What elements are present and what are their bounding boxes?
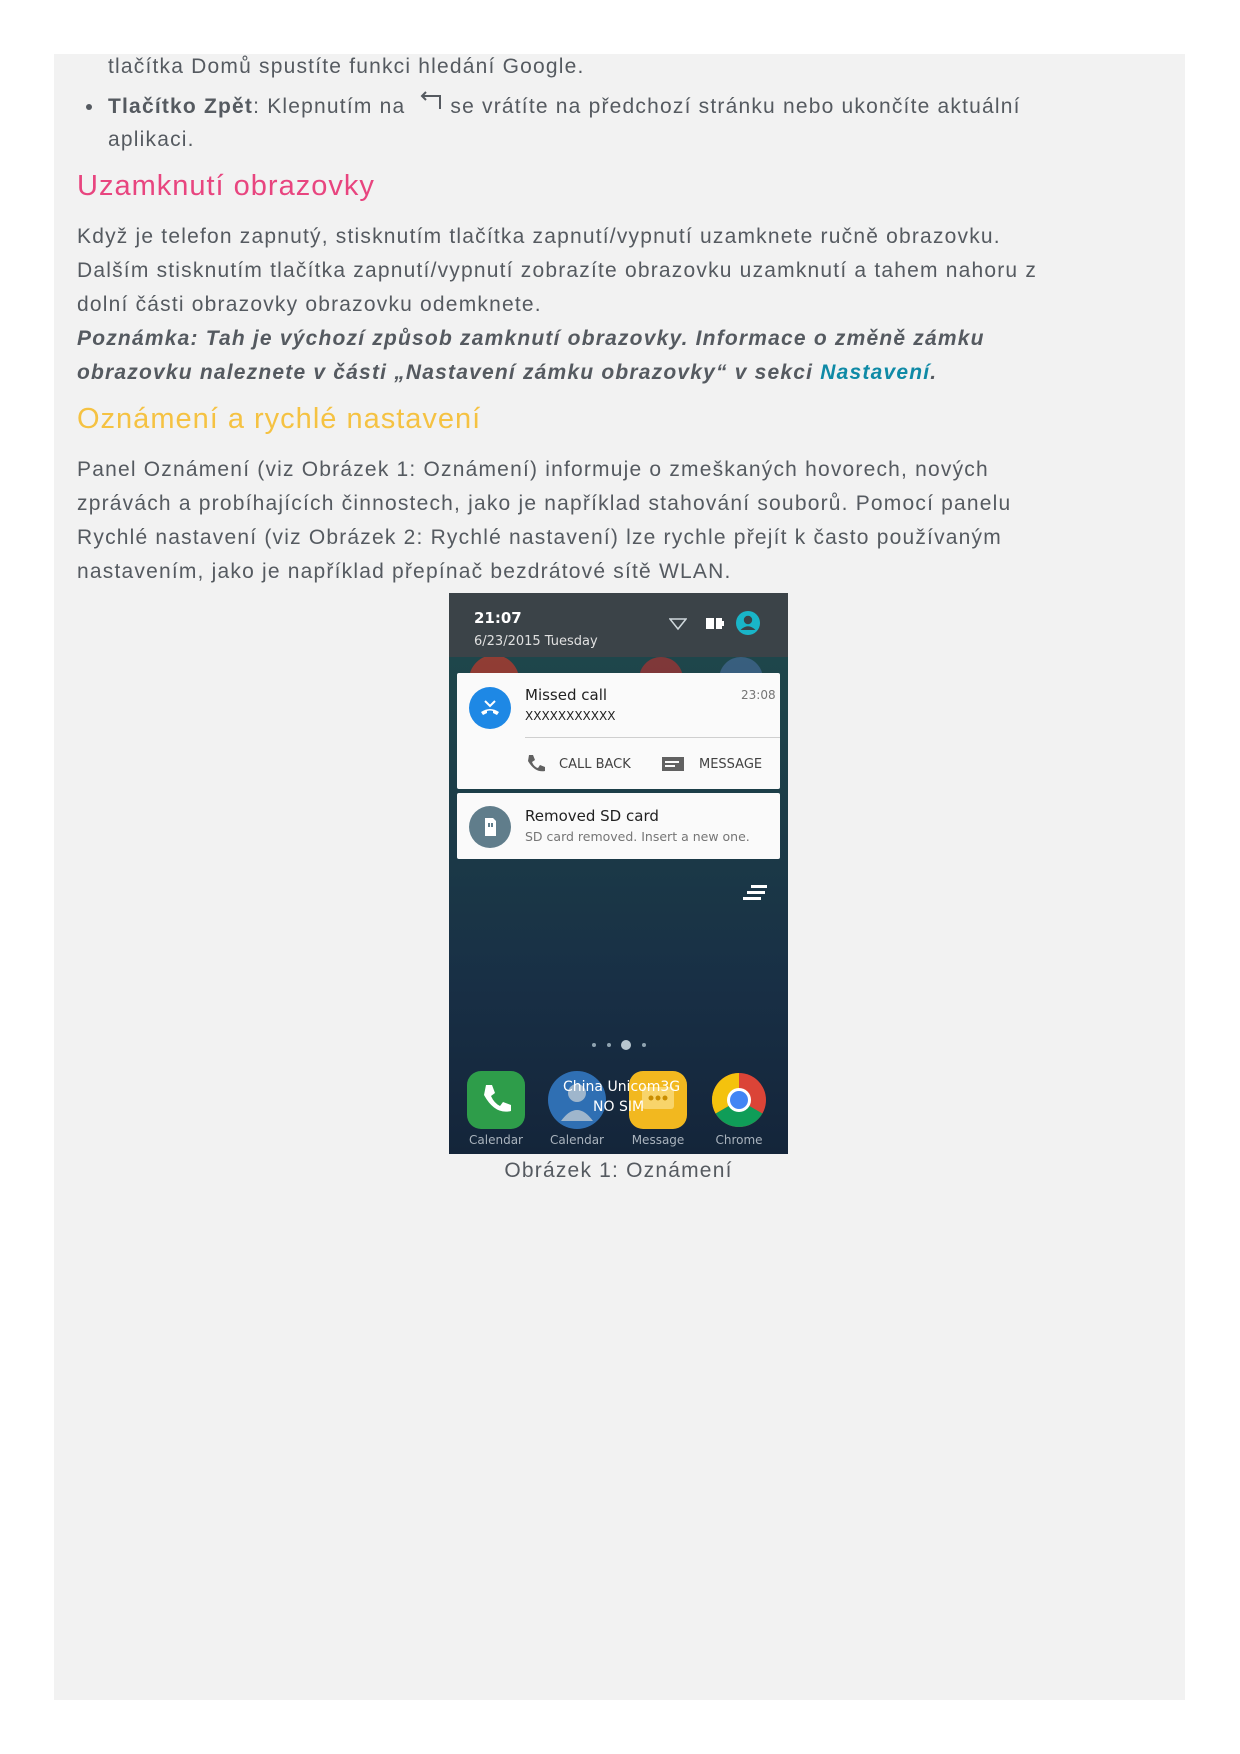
lock-paragraph-2: Dalším stisknutím tlačítka zapnutí/vypnutí zobrazíte obrazovku uzamknutí a tahem nahoru z [77, 259, 1038, 282]
figure-caption: Obrázek 1: Oznámení [504, 1159, 733, 1182]
page-dot [607, 1043, 611, 1047]
sd-card-icon [469, 806, 511, 848]
lock-paragraph-1: Když je telefon zapnutý, stisknutím tlačítka zapnutí/vypnutí uzamknete ručně obrazovku. [77, 225, 1001, 248]
notify-paragraph-3: Rychlé nastavení (viz Obrázek 2: Rychlé nastavení) lze rychle přejít k často používaným [77, 526, 1002, 549]
carrier-label: China Unicom3G [563, 1079, 681, 1095]
missed-call-icon [469, 687, 511, 729]
dock-label: Calendar [469, 1133, 523, 1147]
phone-handset-icon [467, 1071, 525, 1129]
phone-app-icon[interactable] [467, 1071, 525, 1129]
bullet [86, 104, 92, 110]
back-button-paragraph [108, 89, 1021, 124]
chrome-app-icon[interactable] [710, 1071, 768, 1129]
divider [525, 737, 780, 738]
sd-card-title: Removed SD card [525, 807, 659, 825]
page-dot [642, 1043, 646, 1047]
message-label: MESSAGE [699, 757, 763, 772]
missed-call-title: Missed call [525, 686, 608, 704]
note-end: . [930, 361, 938, 384]
back-arrow-icon [418, 89, 444, 115]
phone-icon [525, 753, 547, 775]
note-line-1: Poznámka: Tah je výchozí způsob zamknutí obrazovky. Informace o změně zámku [77, 327, 985, 350]
battery-icon [705, 616, 725, 632]
note-line-2 [77, 356, 937, 390]
wifi-icon [669, 617, 687, 631]
page-dot-active [621, 1040, 631, 1050]
dock-label: Chrome [715, 1133, 763, 1147]
dock-label: Calendar [550, 1133, 604, 1147]
notify-paragraph-1: Panel Oznámení (viz Obrázek 1: Oznámení) informuje o zmeškaných hovorech, nových [77, 458, 989, 481]
phone-screenshot [449, 593, 788, 1154]
status-time: 21:07 [474, 609, 522, 627]
call-back-label: CALL BACK [559, 757, 631, 772]
intro-line: tlačítka Domů spustíte funkci hledání Google. [108, 55, 585, 78]
message-button[interactable] [661, 751, 773, 779]
back-text-1: : Klepnutím na [253, 95, 406, 118]
lock-paragraph-3: dolní části obrazovky obrazovku odemknete. [77, 293, 542, 316]
missed-call-number: XXXXXXXXXXX [525, 709, 616, 723]
notify-paragraph-2: zprávách a probíhajících činnostech, jako je například stahování souborů. Pomocí panelu [77, 492, 1012, 515]
clear-all-icon[interactable] [741, 883, 769, 903]
section-heading-notifications: Oznámení a rychlé nastavení [77, 403, 482, 435]
call-back-button[interactable] [525, 751, 637, 779]
dock-label: Message [631, 1133, 685, 1147]
sd-card-text: SD card removed. Insert a new one. [525, 829, 750, 844]
chrome-icon [710, 1071, 768, 1129]
note-text: obrazovku naleznete v části „Nastavení zámku obrazovky“ v sekci [77, 361, 814, 384]
status-date: 6/23/2015 Tuesday [474, 634, 598, 649]
sim-status: NO SIM [593, 1099, 645, 1115]
user-avatar-icon[interactable] [735, 610, 761, 636]
back-text-2: se vrátíte na předchozí stránku nebo ukončíte aktuální [450, 95, 1021, 118]
message-icon [661, 755, 687, 773]
back-text-3: aplikaci. [108, 128, 195, 151]
section-heading-lock: Uzamknutí obrazovky [77, 170, 375, 202]
settings-link[interactable]: Nastavení [820, 361, 931, 384]
missed-call-time: 23:08 [741, 688, 776, 702]
notify-paragraph-4: nastavením, jako je například přepínač bezdrátové sítě WLAN. [77, 560, 732, 583]
back-button-term: Tlačítko Zpět [108, 95, 254, 118]
page-dot [592, 1043, 596, 1047]
